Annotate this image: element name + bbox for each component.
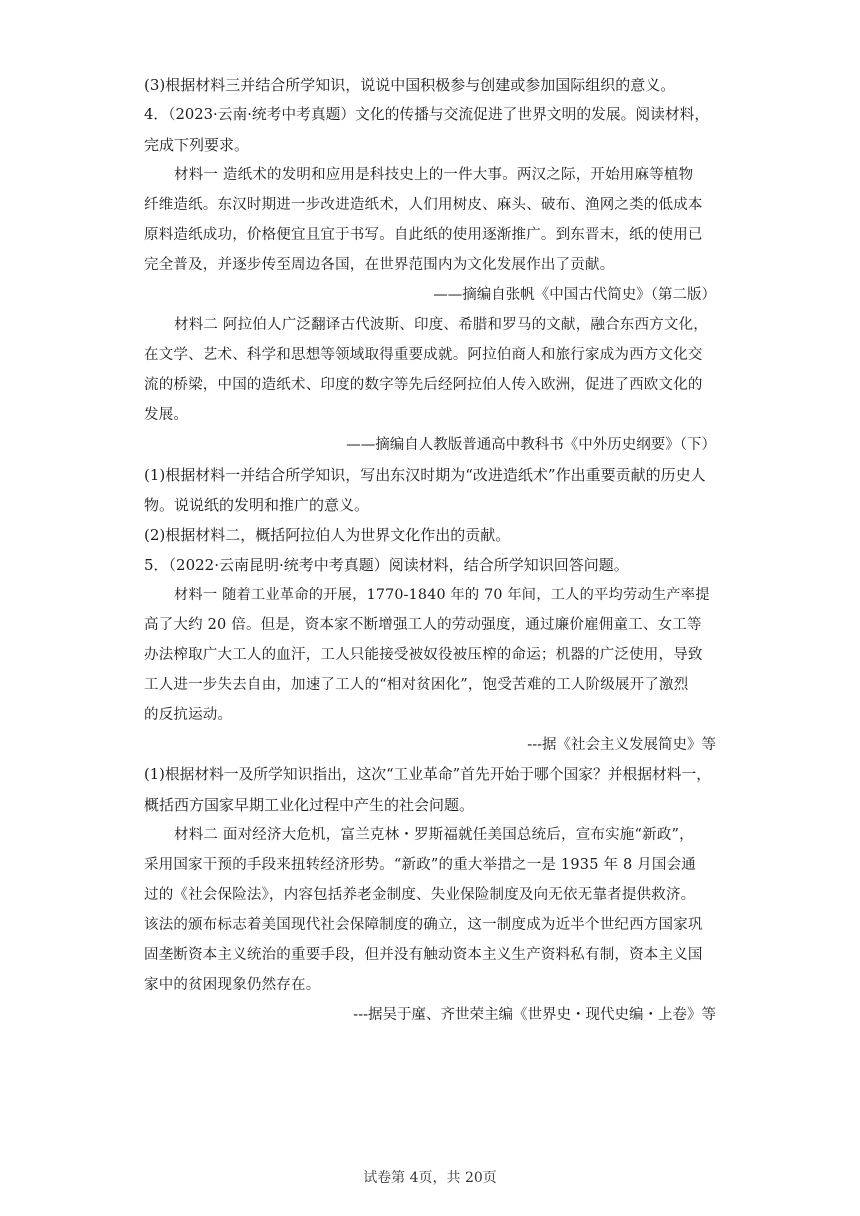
q4-material-2-line: 发展。 bbox=[144, 407, 189, 423]
q4-material-1-source: ——摘编自张帆《中国古代简史》（第二版） bbox=[433, 287, 716, 303]
q5-material-1-line: 材料一 随着工业革命的开展，1770-1840 年的 70 年间，工人的平均劳动生产率提 bbox=[174, 587, 710, 603]
q4-sub-question-1-line-1: (1)根据材料一并结合所学知识，写出东汉时期为“改进造纸术”作出重要贡献的历史人 bbox=[144, 466, 706, 484]
question-5-stem: 5．（2022·云南昆明·统考中考真题）阅读材料，结合所学知识回答问题。 bbox=[144, 556, 629, 574]
q5-material-2-line: 材料二 面对经济大危机，富兰克林・罗斯福就任美国总统后，宣布实施“新政”， bbox=[174, 827, 694, 843]
q5-material-2-source: ---据吴于廑、齐世荣主编《世界史・现代史编・上卷》等 bbox=[353, 1007, 716, 1023]
q5-material-1-source: ---据《社会主义发展简史》等 bbox=[527, 737, 716, 753]
q5-material-2-line: 家中的贫困现象仍然存在。 bbox=[144, 977, 321, 993]
q4-material-2-line: 材料二 阿拉伯人广泛翻译古代波斯、印度、希腊和罗马的文献，融合东西方文化， bbox=[174, 317, 709, 333]
q4-material-1-line: 纤维造纸。东汉时期进一步改进造纸术，人们用树皮、麻头、破布、渔网之类的低成本 bbox=[144, 197, 703, 213]
q5-material-1-line: 高了大约 20 倍。但是，资本家不断增强工人的劳动强度，通过廉价雇佣童工、女工等 bbox=[144, 617, 702, 633]
q5-material-2-line: 固垄断资本主义统治的重要手段，但并没有触动资本主义生产资料私有制，资本主义国 bbox=[144, 947, 703, 963]
question-4-stem-line-2: 完成下列要求。 bbox=[144, 136, 250, 154]
q4-sub-question-2: (2)根据材料二，概括阿拉伯人为世界文化作出的贡献。 bbox=[144, 526, 511, 544]
q4-material-2-line: 在文学、艺术、科学和思想等领域取得重要成就。阿拉伯商人和旅行家成为西方文化交 bbox=[144, 347, 703, 363]
question-3-sub-3: (3)根据材料三并结合所学知识，说说中国积极参与创建或参加国际组织的意义。 bbox=[144, 76, 676, 94]
page-content bbox=[144, 70, 716, 1030]
q5-material-2-line: 该法的颁布标志着美国现代社会保障制度的确立，这一制度成为近半个世纪西方国家巩 bbox=[144, 917, 703, 933]
q4-material-2-source: ——摘编自人教版普通高中教科书《中外历史纲要》（下） bbox=[346, 437, 716, 453]
q5-material-1-line: 办法榨取广大工人的血汗，工人只能接受被奴役被压榨的命运；机器的广泛使用，导致 bbox=[144, 647, 703, 663]
q4-sub-question-1-line-2: 物。说说纸的发明和推广的意义。 bbox=[144, 496, 370, 514]
q4-material-2-line: 流的桥梁，中国的造纸术、印度的数字等先后经阿拉伯人传入欧洲，促进了西欧文化的 bbox=[144, 377, 703, 393]
q4-material-1-line: 原料造纸成功，价格便宜且宜于书写。自此纸的使用逐渐推广。到东晋末，纸的使用已 bbox=[144, 227, 703, 243]
q5-sub-question-1-line-1: (1)根据材料一及所学知识指出，这次“工业革命”首先开始于哪个国家？并根据材料一， bbox=[144, 766, 711, 783]
q5-material-1-line: 工人进一步失去自由，加速了工人的“相对贫困化”，饱受苦难的工人阶级展开了激烈 bbox=[144, 677, 689, 693]
q5-sub-question-1-line-2: 概括西方国家早期工业化过程中产生的社会问题。 bbox=[144, 796, 475, 814]
q5-material-1-line: 的反抗运动。 bbox=[144, 707, 233, 723]
q5-material-2-line: 过的《社会保险法》，内容包括养老金制度、失业保险制度及向无依无靠者提供救济。 bbox=[144, 887, 696, 903]
q4-material-1-line: 材料一 造纸术的发明和应用是科技史上的一件大事。两汉之际，开始用麻等植物 bbox=[174, 167, 694, 183]
page-footer: 试卷第 4页，共 20页 bbox=[363, 1170, 497, 1186]
question-4-stem-line-1: 4．（2023·云南·统考中考真题）文化的传播与交流促进了世界文明的发展。阅读材料， bbox=[144, 106, 710, 123]
q4-material-1-line: 完全普及，并逐步传至周边各国，在世界范围内为文化发展作出了贡献。 bbox=[144, 257, 615, 273]
q5-material-2-line: 采用国家干预的手段来扭转经济形势。“新政”的重大举措之一是 1935 年 8 月国会通 bbox=[144, 857, 696, 873]
